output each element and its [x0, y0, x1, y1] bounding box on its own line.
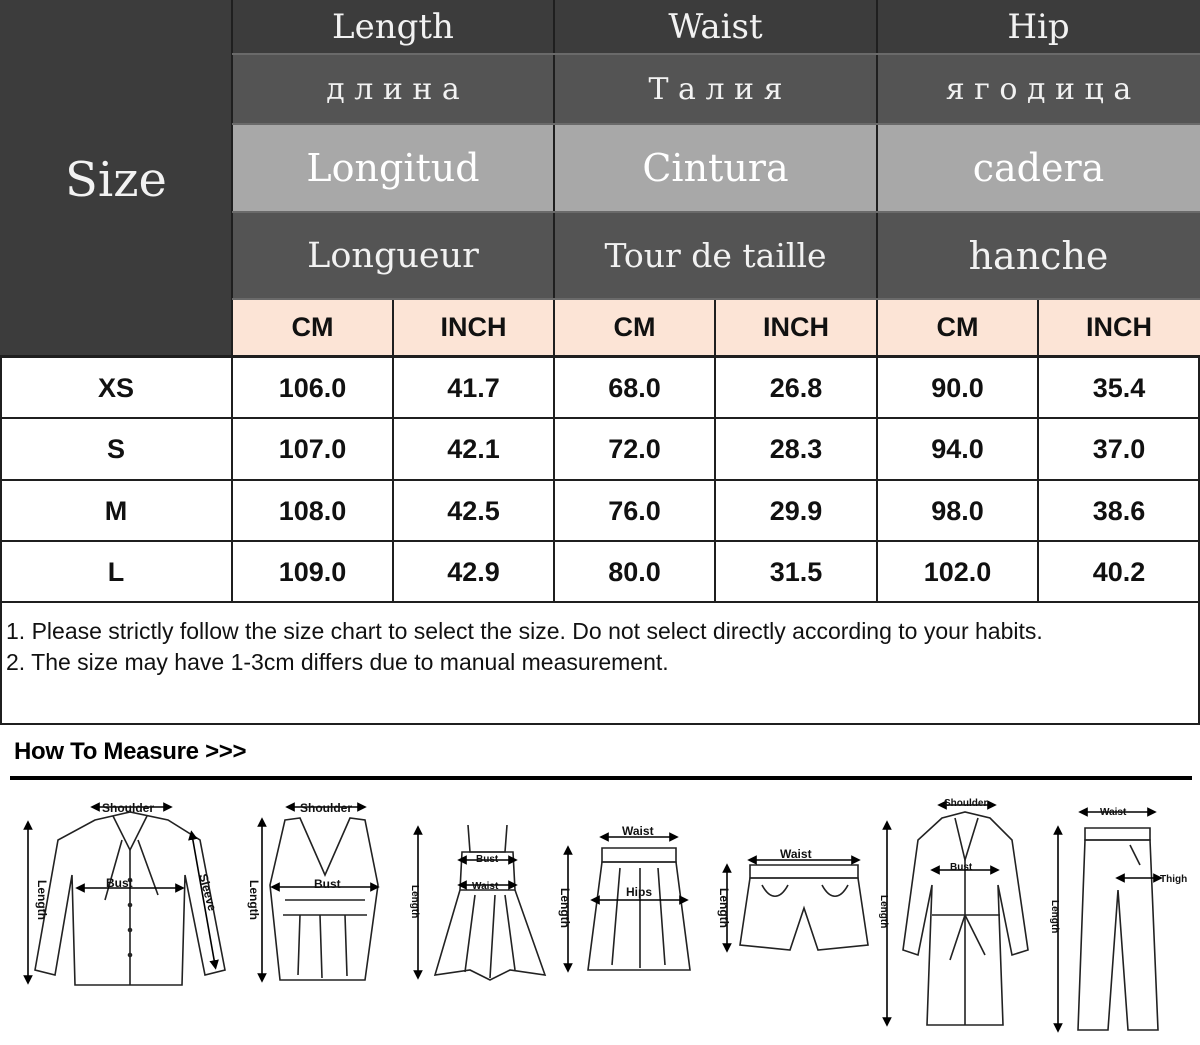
shoulder-label: Shoulder	[300, 801, 353, 815]
size-cell-m: M	[104, 495, 128, 526]
skirt-diagram	[568, 837, 690, 970]
waist-label: Waist	[1100, 807, 1127, 818]
table-cell: 38.6	[1092, 495, 1146, 526]
table-cell: 76.0	[608, 495, 661, 526]
waist-header-es: Cintura	[554, 124, 877, 212]
table-cell: 31.5	[769, 556, 823, 587]
length-header-en: Length	[232, 0, 554, 54]
how-to-measure-title: How To Measure >>>	[14, 738, 247, 765]
note-1: 1. Please strictly follow the size chart to select the size. Do not select directly according to your habits.	[6, 618, 1043, 644]
grid-line	[392, 299, 394, 603]
blouse-diagram	[28, 807, 225, 985]
unit-cm-length: CM	[232, 299, 393, 355]
table-cell: 29.9	[769, 495, 823, 526]
table-cell: 68.0	[608, 372, 661, 403]
bust-label: Bust	[476, 854, 499, 865]
notes-block	[6, 616, 1194, 678]
waist-header-ru: Т а л и я	[554, 54, 877, 124]
length-label: Length	[878, 895, 889, 929]
camisole-diagram	[262, 807, 378, 980]
table-cell: 42.5	[447, 495, 500, 526]
table-cell: 102.0	[923, 556, 992, 587]
length-label: Length	[247, 880, 261, 920]
grid-line	[0, 540, 1200, 542]
waist-label: Waist	[780, 847, 812, 861]
grid-line	[876, 0, 878, 603]
bust-label: Bust	[106, 876, 133, 890]
table-cell: 80.0	[608, 556, 661, 587]
grid-line	[0, 417, 1200, 419]
table-cell: 35.4	[1092, 372, 1146, 403]
length-header-ru: д л и н а	[232, 54, 554, 124]
table-cell: 94.0	[931, 433, 984, 464]
grid-line	[553, 0, 555, 603]
grid-line	[0, 355, 1200, 358]
note-2: 2. The size may have 1-3cm differs due to manual measurement.	[6, 649, 669, 675]
hip-header-es: cadera	[877, 124, 1200, 212]
grid-line	[232, 123, 1200, 125]
table-cell: 42.9	[447, 556, 500, 587]
grid-line	[1037, 299, 1039, 603]
shorts-diagram	[727, 860, 868, 950]
table-cell: 108.0	[278, 495, 347, 526]
length-label: Length	[558, 888, 572, 928]
size-cell-s: S	[106, 433, 125, 464]
table-cell: 90.0	[931, 372, 984, 403]
grid-line	[231, 0, 233, 603]
grid-line	[0, 479, 1200, 481]
table-cell: 42.1	[447, 433, 500, 464]
grid-line	[714, 299, 716, 603]
trousers-diagram	[1058, 812, 1158, 1030]
hips-label: Hips	[626, 885, 653, 899]
shoulder-label: Shoulder	[102, 801, 155, 815]
length-label: Length	[717, 888, 731, 928]
length-label: Length	[409, 885, 420, 919]
size-cell-xs: XS	[97, 372, 135, 403]
length-label: Length	[1049, 900, 1060, 934]
grid-line	[232, 53, 1200, 55]
unit-inch-waist: INCH	[715, 299, 877, 355]
grid-line	[232, 298, 1200, 300]
length-header-fr: Longueur	[232, 212, 554, 299]
hip-header-fr: hanche	[877, 212, 1200, 299]
table-cell: 98.0	[931, 495, 984, 526]
table-cell: 37.0	[1092, 433, 1146, 464]
bust-label: Bust	[950, 862, 973, 873]
waist-label: Waist	[622, 824, 654, 838]
coat-diagram	[887, 805, 1028, 1025]
table-cell: 107.0	[278, 433, 347, 464]
unit-cm-hip: CM	[877, 299, 1038, 355]
unit-inch-hip: INCH	[1038, 299, 1200, 355]
unit-inch-length: INCH	[393, 299, 554, 355]
table-cell: 109.0	[278, 556, 347, 587]
bust-label: Bust	[314, 877, 341, 891]
hip-header-ru: я г о д и ц а	[877, 54, 1200, 124]
grid-line	[232, 211, 1200, 213]
size-header-label: Size	[65, 152, 167, 208]
table-cell: 26.8	[769, 372, 823, 403]
grid-line	[0, 723, 1200, 725]
table-cell: 72.0	[608, 433, 661, 464]
measurement-diagrams	[0, 790, 1200, 1040]
waist-label: Waist	[472, 881, 499, 892]
shoulder-label: Shoulder	[944, 798, 988, 809]
table-cell: 41.7	[447, 372, 500, 403]
divider	[10, 776, 1192, 780]
grid-line	[0, 601, 1200, 603]
hip-header-en: Hip	[877, 0, 1200, 54]
length-header-es: Longitud	[232, 124, 554, 212]
table-cell: 28.3	[769, 433, 823, 464]
thigh-label: Thigh	[1160, 874, 1188, 885]
waist-header-en: Waist	[554, 0, 877, 54]
length-label: Length	[35, 880, 49, 920]
table-cell: 106.0	[278, 372, 347, 403]
unit-cm-waist: CM	[554, 299, 715, 355]
sleeve-label: Sleeve	[196, 872, 220, 913]
table-cell: 40.2	[1092, 556, 1146, 587]
waist-header-fr: Tour de taille	[554, 212, 877, 299]
slip-dress-diagram	[418, 825, 545, 980]
size-cell-l: L	[107, 556, 125, 587]
